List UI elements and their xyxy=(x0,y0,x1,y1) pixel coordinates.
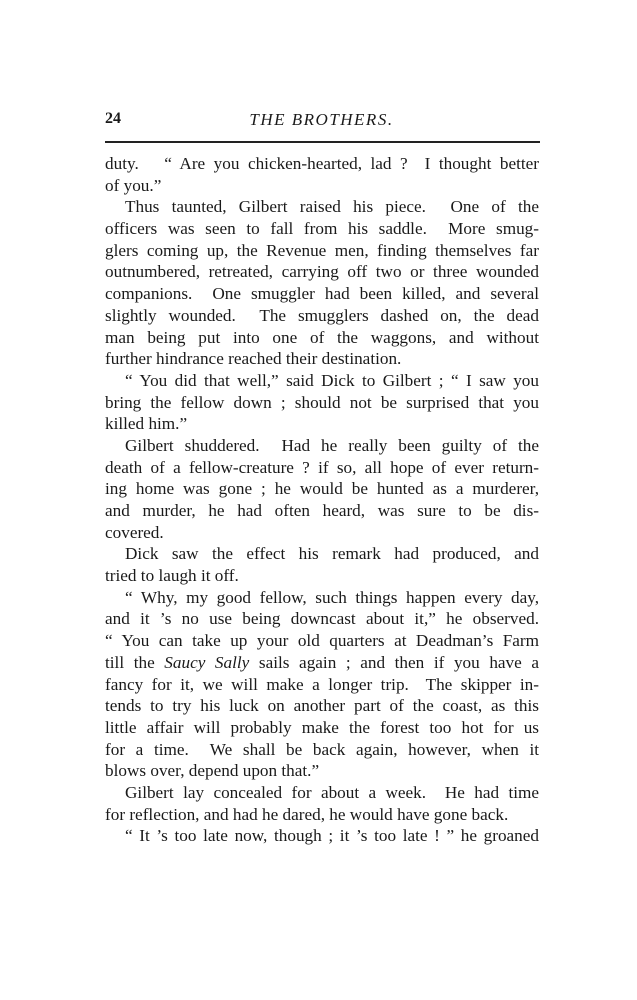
text-line xyxy=(105,153,539,175)
text-line xyxy=(105,327,539,349)
text-segment: Gilbert shuddered. Had he really been guilty of the xyxy=(125,435,539,455)
text-segment: man being put into one of the waggons, and without xyxy=(105,327,539,347)
text-segment: tried to laugh it off. xyxy=(105,566,239,586)
text-segment: “ You did that well,” said Dick to Gilbert ; “ I saw you xyxy=(125,370,539,390)
text-segment: and murder, he had often heard, was sure to be dis- xyxy=(105,501,539,520)
text-line xyxy=(105,500,539,522)
text-line xyxy=(105,608,539,630)
text-segment: for reflection, and had he dared, he would have gone back. xyxy=(105,804,509,824)
text-line xyxy=(105,413,539,435)
text-line xyxy=(105,760,539,782)
text-line xyxy=(105,522,539,544)
text-segment: glers coming up, the Revenue men, finding themselves far xyxy=(105,240,539,260)
text-segment: duty. “ Are you chicken-hearted, lad ? I thought better xyxy=(105,154,539,173)
text-segment: Dick saw the effect his remark had produced, and xyxy=(125,544,539,564)
text-line xyxy=(105,782,539,804)
text-segment: outnumbered, retreated, carrying off two or three wounded xyxy=(105,262,539,282)
text-segment: death of a fellow-creature ? if so, all hope of ever return- xyxy=(105,457,539,477)
text-line xyxy=(105,825,539,847)
text-line xyxy=(105,457,539,479)
text-line xyxy=(105,695,539,717)
text-line xyxy=(105,348,539,370)
text-line xyxy=(105,283,539,305)
running-title: THE BROTHERS. xyxy=(249,110,394,129)
text-segment: and it ’s no use being downcast about it,” he observed. xyxy=(105,609,539,629)
page-number: 24 xyxy=(105,110,121,127)
text-line xyxy=(105,565,539,587)
text-segment: further hindrance reached their destination. xyxy=(105,349,402,369)
text-line xyxy=(105,717,539,739)
text-line xyxy=(105,240,539,262)
text-line xyxy=(105,370,539,392)
text-line xyxy=(105,674,539,696)
header-rule xyxy=(105,141,540,143)
text-segment: little affair will probably make the forest too hot for us xyxy=(105,717,539,737)
text-segment: tends to try his luck on another part of the coast, as this xyxy=(105,696,539,716)
text-segment: killed him.” xyxy=(105,414,188,434)
running-header xyxy=(105,110,538,132)
text-line xyxy=(105,218,539,240)
text-line xyxy=(105,543,539,565)
text-line xyxy=(105,175,539,197)
text-segment: of you.” xyxy=(105,175,162,195)
text-segment: blows over, depend upon that.” xyxy=(105,761,320,781)
text-segment: bring the fellow down ; should not be surprised that you xyxy=(105,392,539,412)
text-line xyxy=(105,392,539,414)
text-segment: for a time. We shall be back again, however, when it xyxy=(105,739,539,759)
text-line xyxy=(105,804,539,826)
text-segment: Gilbert lay concealed for about a week. He had time xyxy=(125,782,539,802)
text-line xyxy=(105,652,539,674)
text-line xyxy=(105,435,539,457)
text-line xyxy=(105,587,539,609)
text-line xyxy=(105,305,539,327)
text-line xyxy=(105,478,539,500)
text-segment: slightly wounded. The smugglers dashed on, the dead xyxy=(105,305,539,325)
text-segment: Thus taunted, Gilbert raised his piece. One of the xyxy=(125,197,539,217)
text-line xyxy=(105,196,539,218)
text-segment: ing home was gone ; he would be hunted as a murderer, xyxy=(105,479,539,499)
text-segment: officers was seen to fall from his saddle. More smug- xyxy=(105,219,539,239)
text-segment: companions. One smuggler had been killed, and several xyxy=(105,284,539,304)
text-segment: “ You can take up your old quarters at Deadman’s Farm xyxy=(105,631,539,651)
text-line xyxy=(105,261,539,283)
italic-ship-name: Saucy Sally xyxy=(164,652,250,672)
text-segment: sails again ; and then if you have a xyxy=(249,652,539,672)
page-body-text xyxy=(105,153,539,847)
text-segment: covered. xyxy=(105,522,164,542)
text-line xyxy=(105,630,539,652)
text-segment: “ Why, my good fellow, such things happen every day, xyxy=(125,587,539,607)
text-line xyxy=(105,739,539,761)
text-segment: till the xyxy=(105,652,165,672)
text-segment: fancy for it, we will make a longer trip. The skipper in- xyxy=(105,674,539,694)
text-segment: “ It ’s too late now, though ; it ’s too late ! ” he groaned xyxy=(125,826,539,846)
